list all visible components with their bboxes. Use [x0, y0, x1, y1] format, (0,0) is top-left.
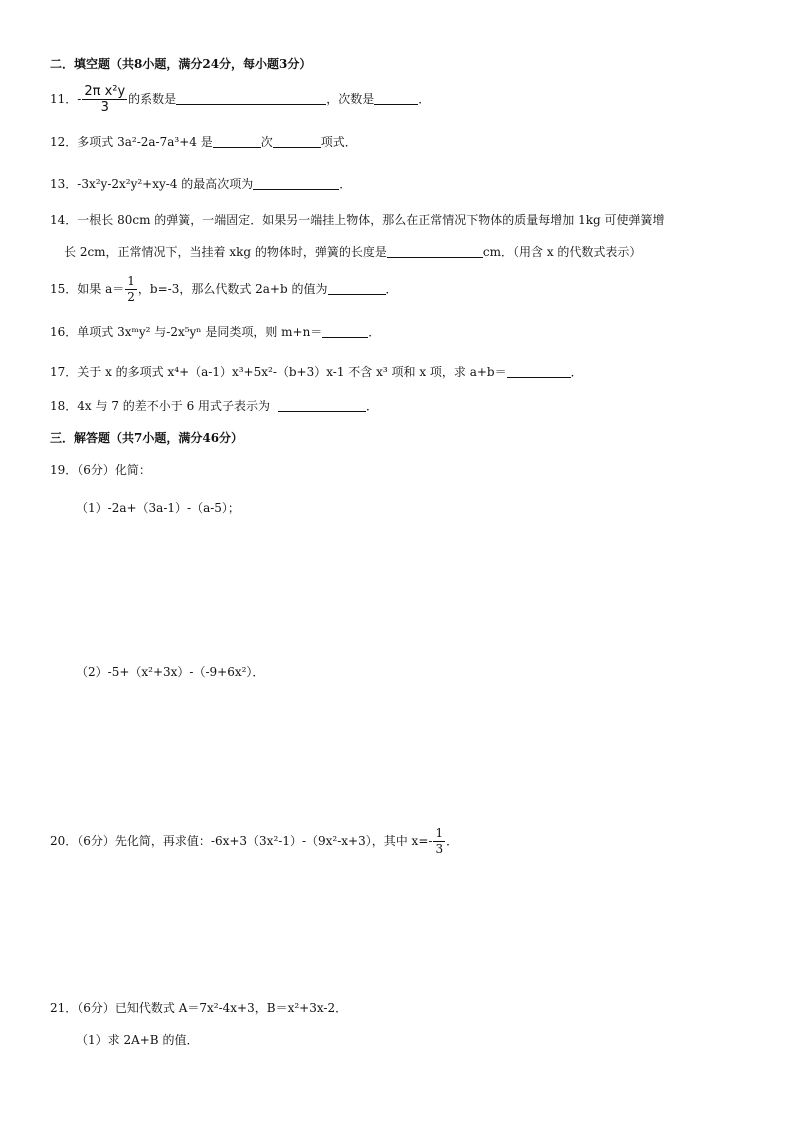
question-text: 项式． [320, 135, 357, 149]
question-text: ． [570, 365, 583, 379]
answer-blank[interactable] [328, 282, 386, 295]
solve-section-heading: 三．解答题（共7小题，满分46分） [50, 431, 244, 445]
question-number: 14． [50, 213, 78, 227]
question-text: ，b=-3，那么代数式 2a+b 的值为 [137, 282, 328, 296]
question-19: 19．（6分）化简： [50, 463, 151, 477]
question-text: 长 2cm，正常情况下，当挂着 xkg 的物体时，弹簧的长度是 [64, 245, 387, 259]
question-14 [50, 212, 665, 228]
answer-blank[interactable] [322, 325, 368, 338]
fraction-numerator: 1 [127, 274, 135, 288]
question-text: ，次数是 [326, 92, 375, 106]
question-text: 20．（6分）先化简，再求值：-6x+3（3x²-1）-（9x²-x+3），其中 x=- [50, 834, 433, 848]
question-number: 13． [50, 177, 78, 191]
question-number: 15． [50, 282, 78, 296]
question-text: 4x 与 7 的差不小于 6 用式子表示为 [77, 399, 271, 413]
negative-sign: - [77, 92, 82, 106]
question-text: 次 [260, 135, 273, 149]
question-text: cm．（用含 x 的代数式表示） [482, 245, 642, 259]
question-11 [50, 84, 430, 115]
question-number: 11． [50, 92, 78, 106]
answer-blank[interactable] [387, 245, 483, 258]
fraction-numerator: 2π x²y [84, 84, 126, 99]
question-number: 17． [50, 365, 78, 379]
answer-blank[interactable] [213, 135, 261, 148]
question-19-part-2: （2）-5+（x²+3x）-（-9+6x²）． [76, 665, 265, 679]
question-21: 21．（6分）已知代数式 A＝7x²-4x+3，B＝x²+3x-2． [50, 1001, 348, 1015]
fraction-denominator: 2 [127, 290, 135, 304]
question-19-part-1: （1）-2a+（3a-1）-（a-5）； [76, 501, 240, 515]
answer-blank[interactable] [253, 177, 339, 190]
question-text: -3x²y-2x²y²+xy-4 的最高次项为 [77, 177, 254, 191]
question-text: ． [418, 92, 431, 106]
question-text: 关于 x 的多项式 x⁴+（a-1）x³+5x²-（b+3）x-1 不含 x³ 项和 x 项，求 a+b＝ [77, 365, 507, 379]
question-text: 一根长 80cm 的弹簧，一端固定．如果另一端挂上物体，那么在正常情况下物体的质量每增加 1kg 可使弹簧增 [77, 213, 665, 227]
question-text: 如果 a＝ [77, 282, 125, 296]
question-text: ． [368, 325, 381, 339]
question-text: 多项式 3a²-2a-7a³+4 是 [77, 135, 213, 149]
question-text: ． [446, 834, 459, 848]
answer-blank[interactable] [176, 92, 326, 105]
fraction [125, 274, 137, 305]
fraction-numerator: 1 [435, 826, 444, 840]
question-13 [50, 176, 351, 192]
answer-blank[interactable] [278, 399, 366, 412]
question-18 [50, 398, 378, 414]
fraction [82, 84, 127, 115]
question-text: 单项式 3xᵐy² 与-2x⁵yⁿ 是同类项，则 m+n＝ [77, 325, 323, 339]
question-text: ． [339, 177, 352, 191]
question-text: ． [366, 399, 379, 413]
question-number: 18． [50, 399, 78, 413]
answer-blank[interactable] [374, 92, 418, 105]
question-15 [50, 274, 398, 305]
fraction-denominator: 3 [435, 842, 444, 856]
question-16 [50, 324, 380, 340]
question-number: 16． [50, 325, 78, 339]
fill-in-section-heading: 二．填空题（共8小题，满分24分，每小题3分） [50, 57, 312, 71]
answer-blank[interactable] [273, 135, 321, 148]
question-text: ． [385, 282, 398, 296]
question-text: 的系数是 [128, 92, 177, 106]
question-12 [50, 134, 357, 150]
question-number: 12． [50, 135, 78, 149]
question-20 [50, 826, 458, 857]
question-14-continued [64, 244, 641, 260]
fraction-denominator: 3 [100, 100, 109, 115]
question-21-part-1: （1）求 2A+B 的值． [76, 1033, 199, 1047]
question-17 [50, 364, 583, 380]
answer-blank[interactable] [507, 365, 571, 378]
fraction [433, 826, 445, 857]
